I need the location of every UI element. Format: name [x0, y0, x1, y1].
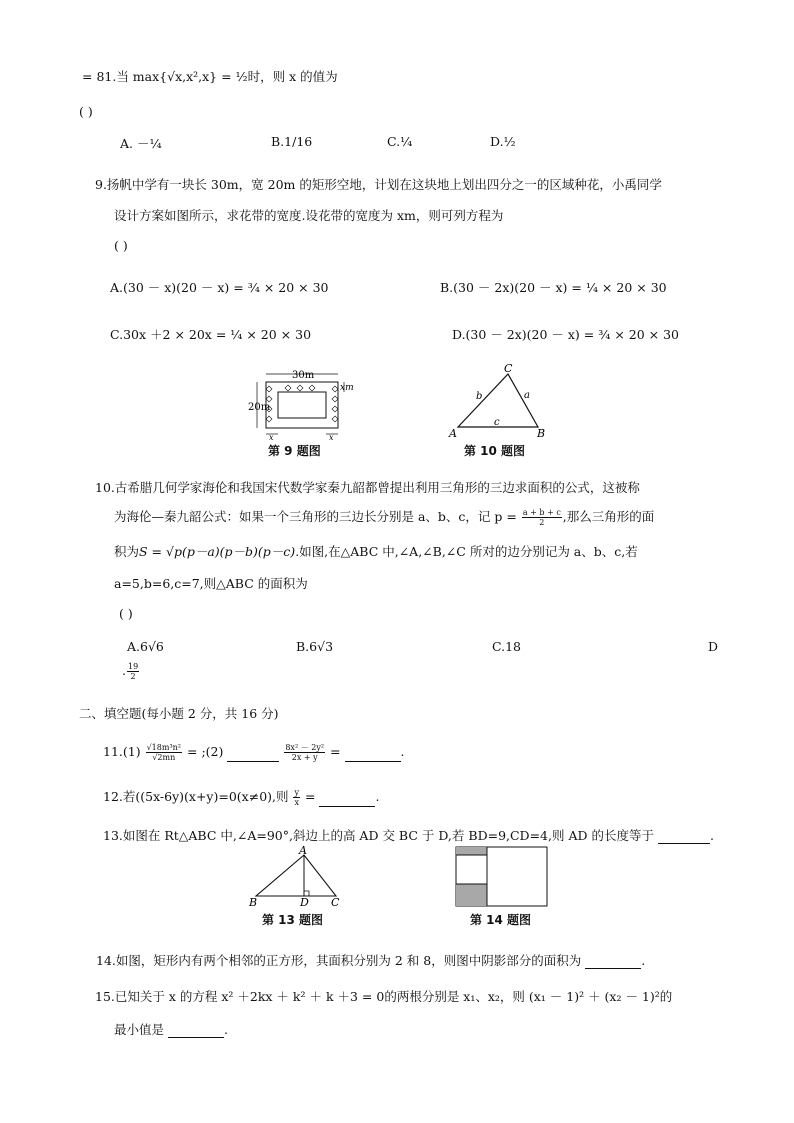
q10-option-d-value: . $\frac{19}{2}$ [122, 662, 139, 681]
q14-blank[interactable] [585, 956, 641, 969]
q9-line1: 9.扬帆中学有一块长 30m，宽 20m 的矩形空地，计划在这块地上划出四分之一的区域种花，小禹同学 [95, 177, 662, 192]
garden-inner-rect [278, 392, 326, 418]
fig9-bottom-label-right: x [329, 433, 334, 440]
q12-denominator: x [294, 798, 299, 807]
shaded-region-bottom [456, 884, 487, 906]
q11-f1-numerator: √18m³n² [146, 743, 182, 752]
fig10-side-b: b [476, 391, 483, 402]
q10-line2-end: ,那么三角形的面 [562, 509, 655, 524]
q11-prefix: 11.(1) [103, 744, 141, 759]
q8-option-b: B.1/16 [271, 134, 313, 149]
q13-blank[interactable] [658, 831, 710, 844]
fig9-right-label: xm [340, 383, 354, 393]
q11-f2-numerator: 8x² － 2y² [285, 743, 325, 752]
q12-fraction [293, 788, 300, 807]
fig13-vertex-c: C [331, 896, 340, 908]
q8-option-c: C.¼ [387, 134, 413, 149]
q11-fraction-2 [284, 743, 325, 762]
fig13-foot-d: D [300, 896, 309, 908]
q10-line3-end: .如图,在△ABC 中,∠A,∠B,∠C 所对的边分别记为 a、b、c,若 [295, 544, 638, 559]
q10-line4: a=5,b=6,c=7,则△ABC 的面积为 [114, 576, 308, 591]
q13-line: 13.如图在 Rt△ABC 中,∠A=90°,斜边上的高 AD 交 BC 于 D,若 BD=9,CD=4,则 AD 的长度等于 . [103, 828, 714, 843]
q10-line3 [114, 542, 638, 560]
figure-14-squares-in-rectangle [455, 846, 549, 908]
q9-line2: 设计方案如图所示，求花带的宽度.设花带的宽度为 xm，则可列方程为 [114, 208, 504, 223]
heron-formula: S = √p(p－a)(p－b)(p－c) [139, 544, 296, 559]
q10-line2 [114, 507, 654, 527]
flower-band-pattern [266, 385, 338, 422]
q11-tail: = [330, 744, 341, 759]
q10-p-fraction [522, 508, 562, 527]
fig9-top-label: 30m [292, 370, 315, 381]
q11-line: 11.(1) $\frac{\text{√18m³n²}}{√2mn}$ = ;(2) $\frac{\text{8x² － 2y²}}{2x + y}$ = . [103, 743, 405, 762]
q11-blank-2[interactable] [345, 749, 401, 762]
q12-prefix: 12.若((5x-6y)(x+y)=0(x≠0),则 [103, 789, 289, 804]
q9-option-c: C.30x ＋2 × 20x = ¼ × 20 × 30 [110, 327, 312, 342]
q15-line1: 15.已知关于 x 的方程 x² ＋2kx ＋ k² ＋ k ＋3 = 0的两根分别是 x₁、x₂，则 (x₁ － 1)² ＋ (x₂ － 1)²的 [95, 989, 673, 1004]
figure-9-garden-diagram [248, 368, 358, 440]
fig10-side-c: c [494, 417, 500, 428]
q9-option-b: B.(30 － 2x)(20 － x) = ¼ × 20 × 30 [440, 280, 667, 295]
figure-14-caption: 第 14 题图 [470, 913, 532, 927]
q9-option-a: A.(30 － x)(20 － x) = ¾ × 20 × 30 [110, 280, 329, 295]
fig13-vertex-b: B [249, 896, 258, 908]
q10-line1: 10.古希腊几何学家海伦和我国宋代数学家秦九韶都曾提出利用三角形的三边求面积的公式，这被称 [95, 480, 640, 495]
q9-paren: ( ) [114, 238, 128, 253]
q15-blank[interactable] [168, 1025, 224, 1038]
figure-9-caption: 第 9 题图 [268, 444, 321, 458]
q11-blank-1[interactable] [227, 749, 279, 762]
fig10-vertex-b: B [537, 427, 546, 440]
q8-option-a: A. －¼ [120, 136, 162, 151]
q10-option-c: C.18 [492, 639, 521, 654]
q11-f1-denominator: √2mn [152, 753, 176, 762]
q8-option-d: D.½ [490, 134, 516, 149]
q10-option-d: D [708, 639, 719, 654]
q10-paren: ( ) [119, 606, 133, 621]
q10-option-a: A.6√6 [127, 639, 164, 654]
fig10-side-a: a [524, 390, 530, 401]
q15-text: 最小值是 [114, 1022, 165, 1037]
q9-option-d: D.(30 － 2x)(20 － x) = ¾ × 20 × 30 [452, 327, 680, 342]
q10-option-b: B.6√3 [296, 639, 334, 654]
shaded-region-top [456, 847, 487, 855]
q12-blank[interactable] [319, 794, 375, 807]
figure-13-right-triangle [248, 846, 342, 908]
q13-text: 13.如图在 Rt△ABC 中,∠A=90°,斜边上的高 AD 交 BC 于 D,若 BD=9,CD=4,则 AD 的长度等于 [103, 828, 654, 843]
figure-13-caption: 第 13 题图 [262, 913, 324, 927]
q12-tail: = [305, 789, 316, 804]
q11-fraction-1 [146, 743, 182, 762]
q10-p-denominator: 2 [539, 518, 545, 527]
q10-option-d-fraction [127, 662, 139, 681]
q10-option-d-numerator: 19 [127, 662, 139, 671]
q10-option-d-denominator: 2 [130, 672, 136, 681]
q11-mid: = ;(2) [187, 744, 224, 759]
figure-10-caption: 第 10 题图 [464, 444, 526, 458]
q12-line: 12.若((5x-6y)(x+y)=0(x≠0),则 $\frac{y}{x}$ = . [103, 788, 380, 807]
q14-line: 14.如图，矩形内有两个相邻的正方形，其面积分别为 2 和 8，则图中阴影部分的面积为 . [96, 953, 646, 968]
q10-line2-start: 为海伦—秦九韶公式：如果一个三角形的三边长分别是 a、b、c，记 p = [114, 509, 517, 524]
q11-f2-denominator: 2x + y [291, 753, 318, 762]
q14-text: 14.如图，矩形内有两个相邻的正方形，其面积分别为 2 和 8，则图中阴影部分的面积为 [96, 953, 582, 968]
fig9-bottom-label-left: x [269, 433, 274, 440]
q8-paren: ( ) [79, 104, 93, 119]
q12-numerator: y [294, 788, 300, 797]
fig10-vertex-c: C [504, 362, 513, 375]
fig13-vertex-a: A [299, 846, 307, 857]
section-2-title: 二、填空题(每小题 2 分，共 16 分) [79, 706, 279, 721]
q15-line2: 最小值是 . [114, 1022, 228, 1037]
q10-p-numerator: a + b + c [522, 508, 561, 517]
triangle-abc-13 [256, 855, 336, 896]
q8-line: = 81.当 max{√x,x²,x} = ½时，则 x 的值为 [82, 69, 338, 84]
fig9-left-label: 20m [248, 402, 271, 413]
q10-line3-start: 积为 [114, 544, 140, 559]
figure-10-triangle [446, 362, 548, 440]
fig10-vertex-a: A [449, 427, 457, 440]
